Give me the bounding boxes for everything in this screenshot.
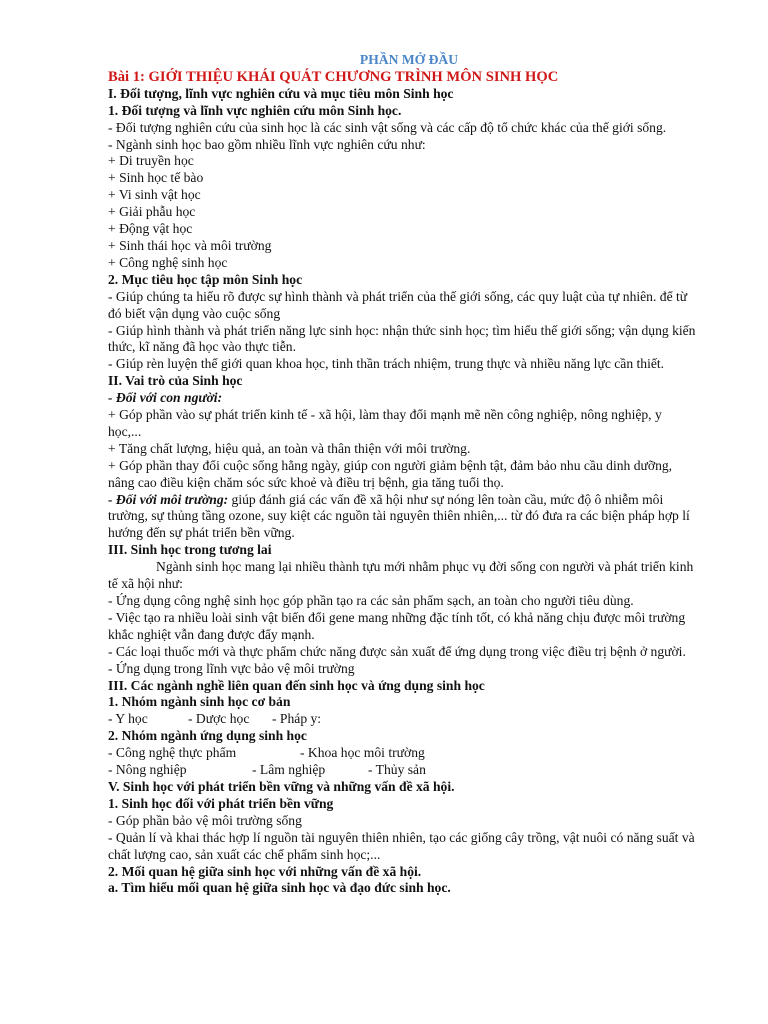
group-1-list: [108, 711, 698, 728]
list-item: + Động vật học: [108, 221, 193, 237]
list-item: - Công nghệ thực phẩm: [108, 745, 237, 761]
list-item: - Khoa học môi trường: [300, 745, 425, 761]
list-item: - Giúp rèn luyện thế giới quan khoa học, tinh thần trách nhiệm, trung thực và nhiều năng lực cần thiết.: [108, 356, 665, 372]
list-item: + Di truyền học: [108, 153, 194, 169]
list-item: + Giải phẫu học: [108, 204, 196, 220]
section-4-heading: III. Các ngành nghề liên quan đến sinh học và ứng dụng sinh học: [108, 677, 485, 693]
list-item: - Dược học: [188, 711, 250, 727]
section-1-subheading-1: 1. Đối tượng và lĩnh vực nghiên cứu môn Sinh học.: [108, 102, 402, 118]
list-item: - Việc tạo ra nhiều loài sinh vật biến đổi gene mang những đặc tính tốt, có khả năng chịu được môi trường khắc nghiệt vẫn đang được đẩy mạnh.: [108, 609, 686, 642]
list-item: - Giúp hình thành và phát triển năng lực sinh học: nhận thức sinh học; tìm hiểu thế giới sống; vận dụng kiến thức, kĩ năng đã học vào thực tiễn.: [108, 322, 696, 355]
list-item: - Giúp chúng ta hiểu rõ được sự hình thành và phát triển của thế giới sống, các quy luật của tự nhiên. để từ đó biết vận dụng vào cuộc sống: [108, 288, 688, 321]
section-2-heading: II. Vai trò của Sinh học: [108, 373, 243, 389]
environment-text: giúp đánh giá các vấn đề xã hội như sự nóng lên toàn cầu, mức độ ô nhiễm môi trường, sự thủng tầng ozone, suy kiệt các nguồn tài nguyên thiên nhiên,... từ đó đưa ra các biện pháp hợp lí hướng đến sự phát triển bền vững.: [108, 491, 690, 541]
group-2-list: [108, 745, 698, 762]
list-item: - Pháp y:: [272, 711, 322, 727]
paragraph: Ngành sinh học mang lại nhiều thành tựu mới nhằm phục vụ đời sống con người và phát triển kinh tế xã hội như:: [108, 559, 694, 592]
environment-paragraph: [108, 492, 698, 543]
page-title: PHẦN MỞ ĐẦU: [359, 52, 459, 67]
section-3-heading: III. Sinh học trong tương lai: [108, 542, 272, 558]
list-item: - Ứng dụng công nghệ sinh học góp phần tạo ra các sản phẩm sạch, an toàn cho người tiêu dùng.: [108, 593, 634, 608]
list-item: + Sinh học tế bào: [108, 170, 204, 186]
list-item: + Góp phần vào sự phát triển kinh tế - xã hội, làm thay đổi mạnh mẽ nền công nghiệp, nông nghiệp, y học,...: [108, 407, 662, 439]
section-1-subheading-2: 2. Mục tiêu học tập môn Sinh học: [108, 271, 303, 287]
list-item: - Lâm nghiệp: [252, 762, 326, 778]
list-item: + Sinh thái học và môi trường: [108, 237, 272, 253]
list-item: - Ứng dụng trong lĩnh vực bảo vệ môi trường: [108, 660, 355, 676]
list-item: + Góp phần thay đổi cuộc sống hằng ngày, giúp con người giảm bệnh tật, đảm bảo nhu cầu dinh dưỡng, nâng cao điều kiện chăm sóc sức khoẻ và điều trị bệnh, gia tăng tuổi thọ.: [108, 457, 673, 490]
list-item: + Công nghệ sinh học: [108, 254, 228, 270]
lesson-title: Bài 1: GIỚI THIỆU KHÁI QUÁT CHƯƠNG TRÌNH MÔN SINH HỌC: [108, 68, 559, 85]
paragraph: - Đối tượng nghiên cứu của sinh học là các sinh vật sống và các cấp độ tổ chức khác của thế giới sống.: [108, 119, 667, 135]
list-item: - Các loại thuốc mới và thực phẩm chức năng được sản xuất để ứng dụng trong việc điều trị bệnh ở người.: [108, 643, 686, 659]
section-5-heading: V. Sinh học với phát triển bền vững và những vấn đề xã hội.: [108, 778, 455, 794]
section-5-subheading-1: 1. Sinh học đối với phát triển bền vững: [108, 795, 334, 811]
group-2-heading: 2. Nhóm ngành ứng dụng sinh học: [108, 728, 307, 744]
group-2-list: [108, 762, 698, 779]
section-5-subheading-2: 2. Mối quan hệ giữa sinh học với những vấn đề xã hội.: [108, 863, 422, 879]
paragraph: - Ngành sinh học bao gồm nhiều lĩnh vực nghiên cứu như:: [108, 136, 426, 152]
group-1-heading: 1. Nhóm ngành sinh học cơ bản: [108, 694, 291, 710]
section-5-subheading-2a: a. Tìm hiểu mối quan hệ giữa sinh học và đạo đức sinh học.: [108, 880, 451, 896]
section-1-heading: I. Đối tượng, lĩnh vực nghiên cứu và mục tiêu môn Sinh học: [108, 85, 454, 101]
document-page: [108, 52, 698, 897]
list-item: + Tăng chất lượng, hiệu quả, an toàn và thân thiện với môi trường.: [108, 440, 471, 456]
environment-label: - Đối với môi trường:: [108, 491, 229, 507]
list-item: - Nông nghiệp: [108, 762, 187, 778]
people-label: - Đối với con người:: [108, 390, 223, 406]
list-item: - Thủy sản: [368, 762, 426, 778]
list-item: - Quản lí và khai thác hợp lí nguồn tài nguyên thiên nhiên, tạo các giống cây trồng, vật nuôi có năng suất và chất lượng cao, sản xuất các chế phẩm sinh học;...: [108, 829, 695, 862]
list-item: - Y học: [108, 711, 148, 727]
list-item: - Góp phần bảo vệ môi trường sống: [108, 812, 302, 828]
list-item: + Vi sinh vật học: [108, 187, 201, 203]
